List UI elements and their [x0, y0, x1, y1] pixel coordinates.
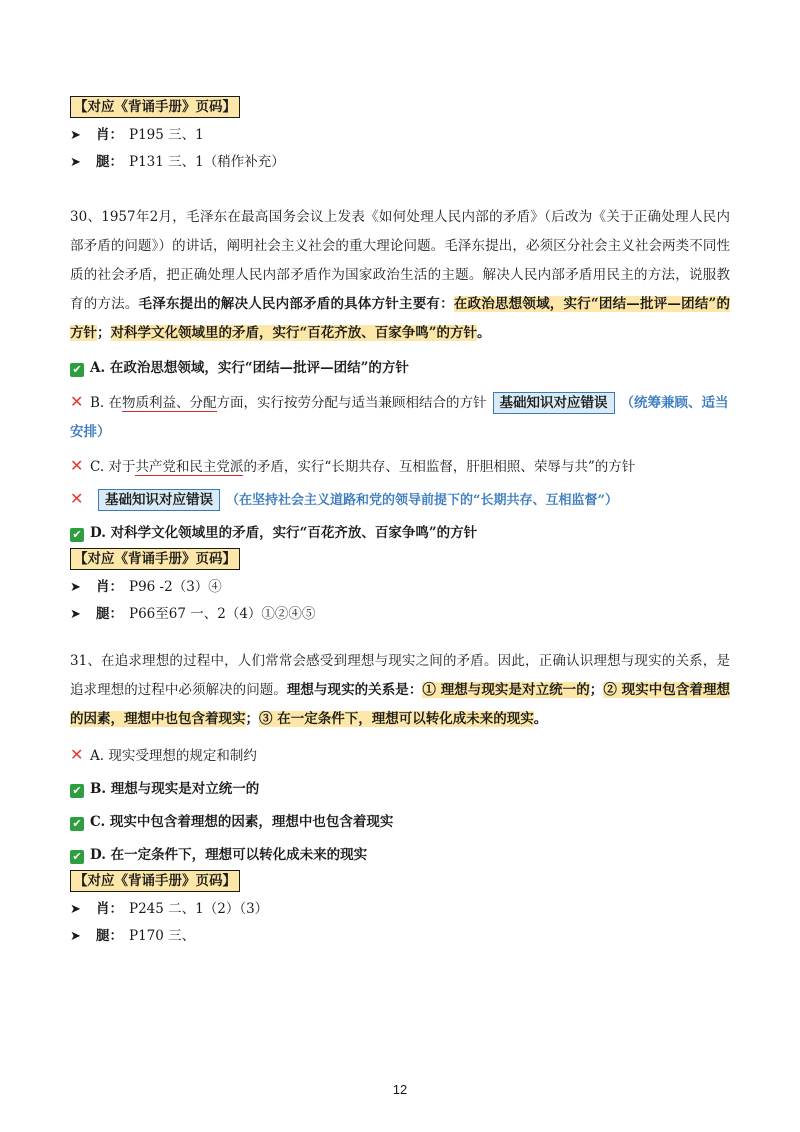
- question-30: [70, 203, 730, 628]
- ref-text: P96 -2（3）④: [129, 579, 222, 595]
- ref-tag: 【对应《背诵手册》页码】: [70, 548, 240, 570]
- answer-highlight: ③ 在一定条件下，理想可以转化成未来的现实: [259, 711, 534, 727]
- option-text: C. 对于: [90, 459, 136, 475]
- underlined-text: 共产党和民主党派: [135, 459, 244, 475]
- stem-text: 31、在追求理想的过程中，人们常常会感受到理想与现实之间的矛盾。因此，正确认识理想与现实的关系，是追求理想的过程中必须解决的问题。: [70, 653, 730, 698]
- ref-label: 腿：: [96, 928, 123, 944]
- ref-label: 肖：: [96, 901, 123, 917]
- ref-line: [70, 923, 730, 950]
- arrow-bullet-icon: ➤: [70, 155, 81, 170]
- option-text: 方面，实行按劳分配与适当兼顾相结合的方针: [216, 395, 487, 411]
- option-b: [70, 775, 730, 804]
- cross-icon: ✕: [70, 745, 84, 764]
- question-31: [70, 647, 730, 950]
- ref-label: 腿：: [96, 154, 123, 170]
- ref-line: [70, 601, 730, 628]
- ref-tag: 【对应《背诵手册》页码】: [70, 870, 240, 892]
- arrow-bullet-icon: ➤: [70, 580, 81, 595]
- option-text: A. 在政治思想领域，实行“团结—批评—团结”的方针: [90, 360, 409, 376]
- arrow-bullet-icon: ➤: [70, 607, 81, 622]
- check-icon: ✔: [70, 850, 84, 864]
- option-a: [70, 740, 730, 771]
- answer-highlight: ② 现实中包含着理想的因素，理想中也包含着现实: [70, 682, 731, 727]
- option-text: C. 现实中包含着理想的因素，理想中也包含着现实: [90, 814, 394, 830]
- ref-text: P66至67 一、2（4）①②④⑤: [129, 606, 316, 622]
- option-c-note: [70, 484, 730, 515]
- option-a: [70, 354, 730, 383]
- separator: ；: [245, 711, 259, 727]
- question-stem: [70, 203, 730, 348]
- ref-text: P195 三、1: [129, 127, 204, 143]
- ref-text: P170 三、: [129, 928, 196, 944]
- option-text: B. 在: [90, 395, 123, 411]
- option-text: A. 现实受理想的规定和制约: [90, 748, 257, 764]
- arrow-bullet-icon: ➤: [70, 902, 81, 917]
- ref-line: [70, 574, 730, 601]
- answer-highlight: 对科学文化领域里的矛盾，实行“百花齐放、百家争鸣”的方针: [110, 325, 478, 341]
- ref-text: P245 二、1（2）（3）: [129, 901, 269, 917]
- error-label: 基础知识对应错误: [493, 392, 615, 414]
- ref-text: P131 三、1（稍作补充）: [129, 154, 285, 170]
- separator: ；: [589, 682, 604, 698]
- check-icon: ✔: [70, 528, 84, 542]
- check-icon: ✔: [70, 784, 84, 798]
- underlined-text: 物质利益、分配: [122, 395, 217, 411]
- question-stem: [70, 647, 730, 734]
- stem-bold: 毛泽东提出的解决人民内部矛盾的具体方针主要有：: [138, 296, 454, 312]
- cross-icon: ✕: [70, 489, 84, 508]
- ref-label: 肖：: [96, 127, 123, 143]
- answer-highlight: 在政治思想领域，实行“团结—批评—团结”的方针: [70, 296, 731, 341]
- ref-line: [70, 122, 285, 149]
- option-d: [70, 519, 730, 548]
- correction-note: （在坚持社会主义道路和党的领导前提下的“长期共存、互相监督”）: [226, 493, 618, 508]
- check-icon: ✔: [70, 363, 84, 377]
- separator: ；: [97, 325, 111, 341]
- stem-text: 30、1957年2月，毛泽东在最高国务会议上发表《如何处理人民内部的矛盾》（后改为《关于正确处理人民内部矛盾的问题》）的讲话，阐明社会主义社会的重大理论问题。毛泽东提出，必须区分社会主义社会两类不同性质的社会矛盾，把正确处理人民内部矛盾作为国家政治生活的主题。解决人民内部矛盾用民主的方法，说服教育的方法。: [70, 209, 730, 312]
- period: 。: [477, 325, 491, 341]
- check-icon: ✔: [70, 817, 84, 831]
- error-label: 基础知识对应错误: [98, 489, 220, 511]
- answer-highlight: ① 理想与现实是对立统一的: [422, 682, 590, 698]
- ref-label: 肖：: [96, 579, 123, 595]
- arrow-bullet-icon: ➤: [70, 929, 81, 944]
- option-text: D. 在一定条件下，理想可以转化成未来的现实: [90, 847, 368, 863]
- top-ref-block: [70, 96, 285, 176]
- ref-line: [70, 896, 730, 923]
- option-text: D. 对科学文化领域里的矛盾，实行“百花齐放、百家争鸣”的方针: [90, 525, 478, 541]
- option-d: [70, 841, 730, 870]
- stem-bold: 理想与现实的关系是：: [286, 682, 423, 698]
- page-number: 12: [392, 1082, 408, 1097]
- cross-icon: ✕: [70, 456, 84, 475]
- correction-note: （统筹兼顾、适当安排）: [70, 395, 729, 440]
- option-text: 的矛盾，实行“长期共存、互相监督，肝胆相照、荣辱与共”的方针: [243, 459, 636, 475]
- option-c: [70, 451, 730, 482]
- option-text: B. 理想与现实是对立统一的: [90, 781, 260, 797]
- option-b: [70, 387, 730, 447]
- ref-tag: 【对应《背诵手册》页码】: [70, 96, 240, 118]
- option-c: [70, 808, 730, 837]
- ref-label: 腿：: [96, 606, 123, 622]
- ref-line: [70, 149, 285, 176]
- period: 。: [533, 711, 548, 727]
- cross-icon: ✕: [70, 392, 84, 411]
- arrow-bullet-icon: ➤: [70, 128, 81, 143]
